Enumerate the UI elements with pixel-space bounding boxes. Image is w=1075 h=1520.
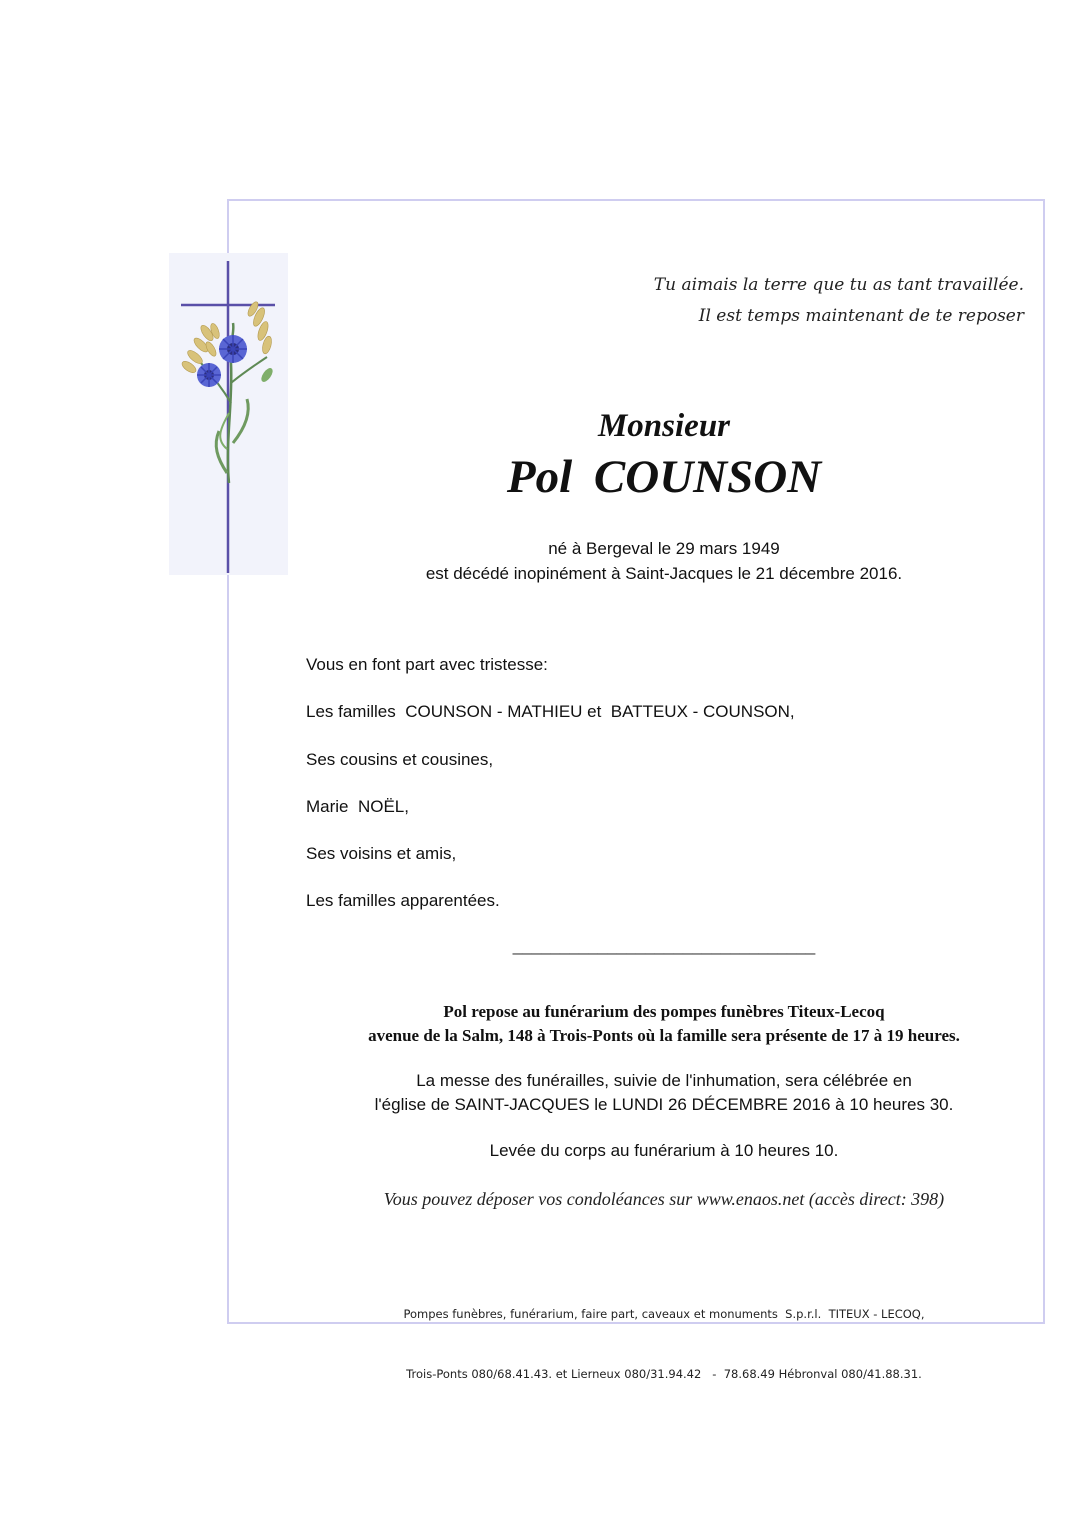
footer-line-2: Trois-Ponts 080/68.41.43. et Lierneux 080/31.94.42 - 78.68.49 Hébronval 080/41.88.31. bbox=[406, 1367, 922, 1381]
quote-line-2: Il est temps maintenant de te reposer bbox=[698, 306, 1024, 326]
list-item: Ses cousins et cousines, bbox=[306, 749, 494, 769]
announcers-list bbox=[306, 653, 795, 937]
levee-line: Levée du corps au funérarium à 10 heures 10. bbox=[489, 1141, 839, 1160]
list-item: Ses voisins et amis, bbox=[306, 844, 457, 864]
repose-line-2: avenue de la Salm, 148 à Trois-Ponts où la famille sera présente de 17 à 19 heures. bbox=[368, 1026, 960, 1045]
quote-line-1: Tu aimais la terre que tu as tant travaillée. bbox=[653, 275, 1024, 295]
list-item: Les familles apparentées. bbox=[306, 891, 500, 911]
mass-line-1: La messe des funérailles, suivie de l'inhumation, sera célébrée en bbox=[416, 1071, 912, 1090]
death-line: est décédé inopinément à Saint-Jacques le 21 décembre 2016. bbox=[425, 564, 903, 583]
list-item: Marie NOËL, bbox=[306, 796, 409, 816]
list-item: Les familles COUNSON - MATHIEU et BATTEUX - COUNSON, bbox=[306, 702, 795, 722]
condolences-line: Vous pouvez déposer vos condoléances sur www.enaos.net (accès direct: 398) bbox=[383, 1189, 945, 1209]
honorific: Monsieur bbox=[597, 408, 731, 444]
repose-line-1: Pol repose au funérarium des pompes funèbres Titeux-Lecoq bbox=[443, 1002, 885, 1021]
repose-block bbox=[253, 1000, 1075, 1048]
footer-line-1: Pompes funèbres, funérarium, faire part, caveaux et monuments S.p.r.l. TITEUX - LECOQ, bbox=[403, 1307, 925, 1321]
epitaph-quote bbox=[654, 270, 1024, 332]
mass-line-2: l'église de SAINT-JACQUES le LUNDI 26 DÉCEMBRE 2016 à 10 heures 30. bbox=[374, 1095, 954, 1114]
birth-line: né à Bergeval le 29 mars 1949 bbox=[548, 539, 780, 558]
dates-block bbox=[253, 536, 1075, 586]
funeral-home-footer bbox=[253, 1264, 1075, 1404]
announcers-intro: Vous en font part avec tristesse: bbox=[306, 655, 548, 674]
deceased-name: Pol COUNSON bbox=[506, 451, 822, 503]
separator-line: ________________________________ bbox=[512, 936, 816, 955]
mass-block bbox=[253, 1069, 1075, 1117]
